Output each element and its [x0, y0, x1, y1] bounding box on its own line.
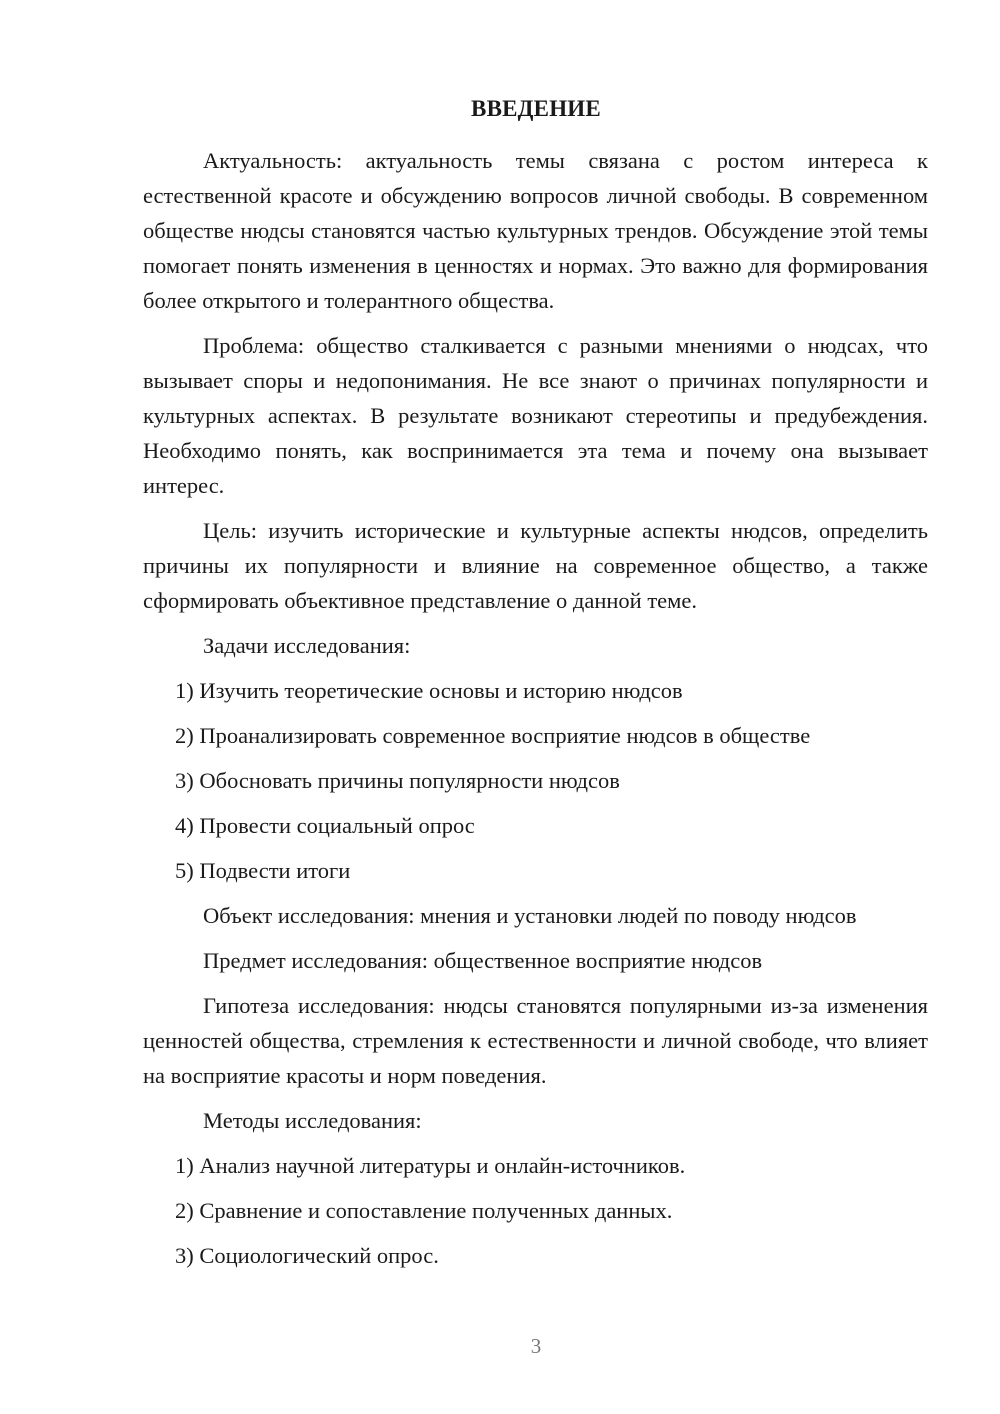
goal-paragraph: Цель: изучить исторические и культурные аспекты нюдсов, определить причины их популярности и влияние на современное общество, а также сформировать объективное представление о данной теме. — [143, 518, 928, 613]
method-item: 1) Анализ научной литературы и онлайн-источников. — [175, 1153, 686, 1178]
method-item: 2) Сравнение и сопоставление полученных данных. — [175, 1198, 673, 1223]
research-subject: Предмет исследования: общественное восприятие нюдсов — [203, 948, 763, 973]
task-item: 1) Изучить теоретические основы и историю нюдсов — [175, 678, 683, 703]
hypothesis-paragraph: Гипотеза исследования: нюдсы становятся популярными из-за изменения ценностей общества, стремления к естественности и личной свободе, что влияет на восприятие красоты и норм поведения. — [143, 993, 928, 1088]
relevance-paragraph: Актуальность: актуальность темы связана с ростом интереса к естественной красоте и обсуждению вопросов личной свободы. В современном обществе нюдсы становятся частью культурных трендов. Обсуждение этой темы помогает понять изменения в ценностях и нормах. Это важно для формирования более открытого и толерантного общества. — [143, 148, 928, 313]
tasks-heading: Задачи исследования: — [203, 633, 411, 658]
method-item: 3) Социологический опрос. — [175, 1243, 439, 1268]
task-item: 4) Провести социальный опрос — [175, 813, 475, 838]
problem-paragraph: Проблема: общество сталкивается с разными мнениями о нюдсах, что вызывает споры и недопонимания. Не все знают о причинах популярности и культурных аспектах. В результате возникают стереотипы и предубеждения. Необходимо понять, как воспринимается эта тема и почему она вызывает интерес. — [143, 333, 928, 498]
task-item: 2) Проанализировать современное восприятие нюдсов в обществе — [175, 723, 811, 748]
task-item: 5) Подвести итоги — [175, 858, 351, 883]
section-title: ВВЕДЕНИЕ — [471, 96, 601, 121]
methods-heading: Методы исследования: — [203, 1108, 422, 1133]
task-item: 3) Обосновать причины популярности нюдсов — [175, 768, 620, 793]
page-number: 3 — [530, 1334, 542, 1358]
research-object: Объект исследования: мнения и установки людей по поводу нюдсов — [203, 903, 857, 928]
document-body — [143, 143, 928, 1283]
